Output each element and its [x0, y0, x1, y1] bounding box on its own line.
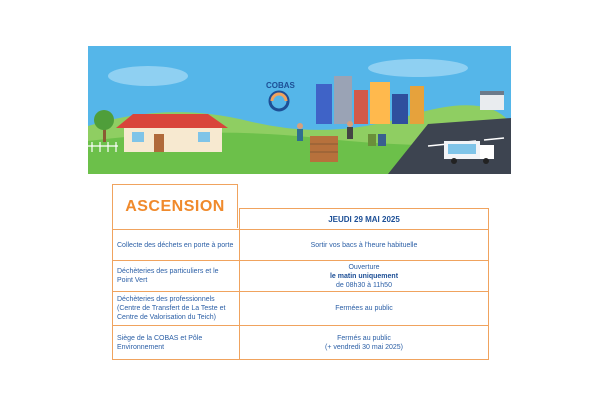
status-cell [240, 261, 489, 292]
header-illustration [88, 46, 511, 174]
schedule-grid [112, 208, 489, 360]
date-header: JEUDI 29 MAI 2025 [240, 209, 489, 230]
status-cell [240, 292, 489, 326]
status-cell [240, 230, 489, 261]
illustration-svg [88, 46, 511, 174]
service-cell: Siège de la COBAS et Pôle Environnement [113, 326, 240, 360]
status-highlight: le matin uniquement [329, 272, 399, 280]
status-cell [240, 326, 489, 360]
status-text: Ouverture [348, 263, 380, 271]
status-text: Fermées au public [335, 305, 393, 312]
table-header-row [113, 209, 489, 230]
status-text: Sortir vos bacs à l'heure habituelle [310, 241, 418, 249]
service-cell: Collecte des déchets en porte à porte [113, 230, 240, 261]
table-row [113, 230, 489, 261]
holiday-schedule-table [112, 184, 489, 351]
cobas-logo: COBAS [266, 81, 295, 90]
table-row [113, 326, 489, 360]
status-hours: de 08h30 à 11h50 [336, 281, 392, 289]
service-cell: Déchèteries des professionnels (Centre de Transfert de La Teste et Centre de Valorisation du Teich) [113, 292, 240, 326]
status-text: Fermés au public [337, 334, 391, 342]
header-empty-cell [113, 209, 240, 230]
service-cell: Déchèteries des particuliers et le Point Vert [113, 261, 240, 292]
table-row [113, 261, 489, 292]
table-row [113, 292, 489, 326]
status-note: (+ vendredi 30 mai 2025) [324, 343, 404, 351]
schedule-title: ASCENSION [125, 197, 225, 215]
